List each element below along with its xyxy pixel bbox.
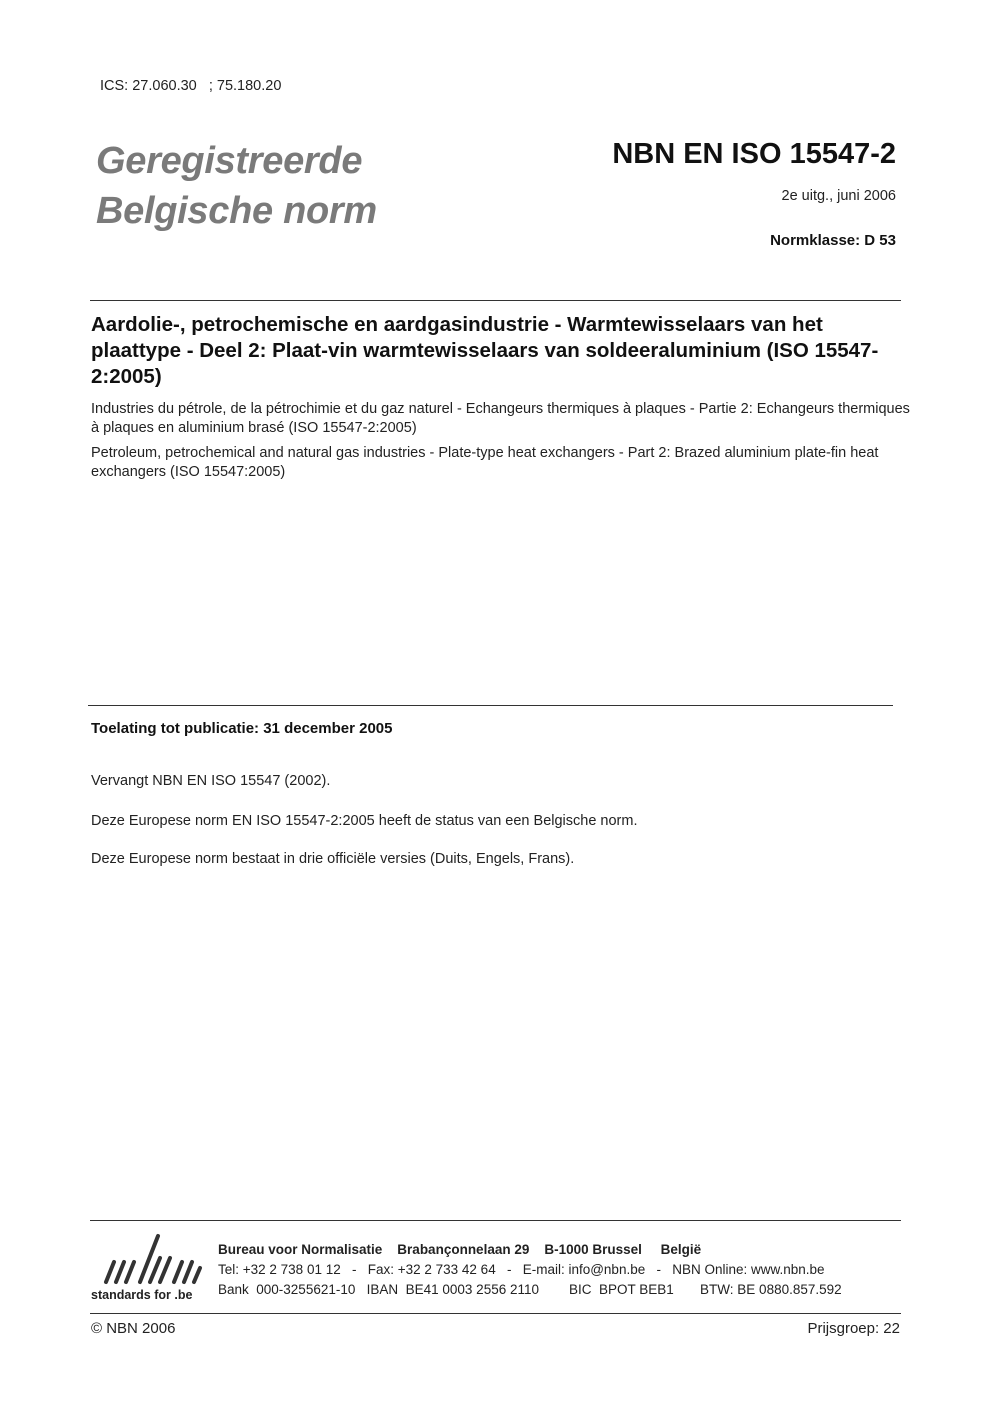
- registered-norm-line-2: Belgische norm: [96, 190, 377, 232]
- logo-tagline: standards for .be: [91, 1288, 193, 1302]
- footer-divider-top: [90, 1220, 901, 1221]
- title-english: Petroleum, petrochemical and natural gas industries - Plate-type heat exchangers - Part 2: Brazed aluminium plate-fin heat exchangers (ISO 15547:2005): [91, 445, 879, 480]
- title-french: Industries du pétrole, de la pétrochimie et du gaz naturel - Echangeurs thermiques à plaques - Partie 2: Echangeurs thermiques à plaques en aluminium brasé (ISO 15547-2:2005): [91, 401, 910, 436]
- registered-norm-title: [96, 136, 377, 236]
- norm-identifier: NBN EN ISO 15547-2: [612, 138, 896, 170]
- versions-paragraph: Deze Europese norm bestaat in drie officiële versies (Duits, Engels, Frans).: [91, 851, 575, 867]
- header-divider: [90, 300, 901, 301]
- body-divider: [88, 705, 893, 706]
- publication-approval: Toelating tot publicatie: 31 december 2005: [91, 720, 393, 737]
- registered-norm-line-1: Geregistreerde: [96, 140, 363, 182]
- footer-address: Bureau voor Normalisatie Brabançonnelaan 29 B-1000 Brussel België: [218, 1242, 702, 1257]
- copyright-notice: © NBN 2006: [91, 1320, 176, 1337]
- normklasse-label: Normklasse: D 53: [770, 232, 896, 249]
- price-group: Prijsgroep: 22: [807, 1320, 900, 1337]
- footer-bank: Bank 000-3255621-10 IBAN BE41 0003 2556 2110 BIC BPOT BEB1 BTW: BE 0880.857.592: [218, 1282, 842, 1297]
- edition-label: 2e uitg., juni 2006: [781, 188, 896, 204]
- footer-divider-bottom: [90, 1313, 901, 1314]
- footer-contact: Tel: +32 2 738 01 12 - Fax: +32 2 733 42 64 - E-mail: info@nbn.be - NBN Online: www.nbn.be: [218, 1262, 825, 1277]
- title-dutch: Aardolie-, petrochemische en aardgasindustrie - Warmtewisselaars van het plaattype - Deel 2: Plaat-vin warmtewisselaars van soldeeraluminium (ISO 15547-2:2005): [91, 313, 879, 388]
- replaces-paragraph: Vervangt NBN EN ISO 15547 (2002).: [91, 773, 331, 789]
- ics-codes: ICS: 27.060.30 ; 75.180.20: [100, 78, 282, 94]
- status-paragraph: Deze Europese norm EN ISO 15547-2:2005 heeft de status van een Belgische norm.: [91, 813, 638, 829]
